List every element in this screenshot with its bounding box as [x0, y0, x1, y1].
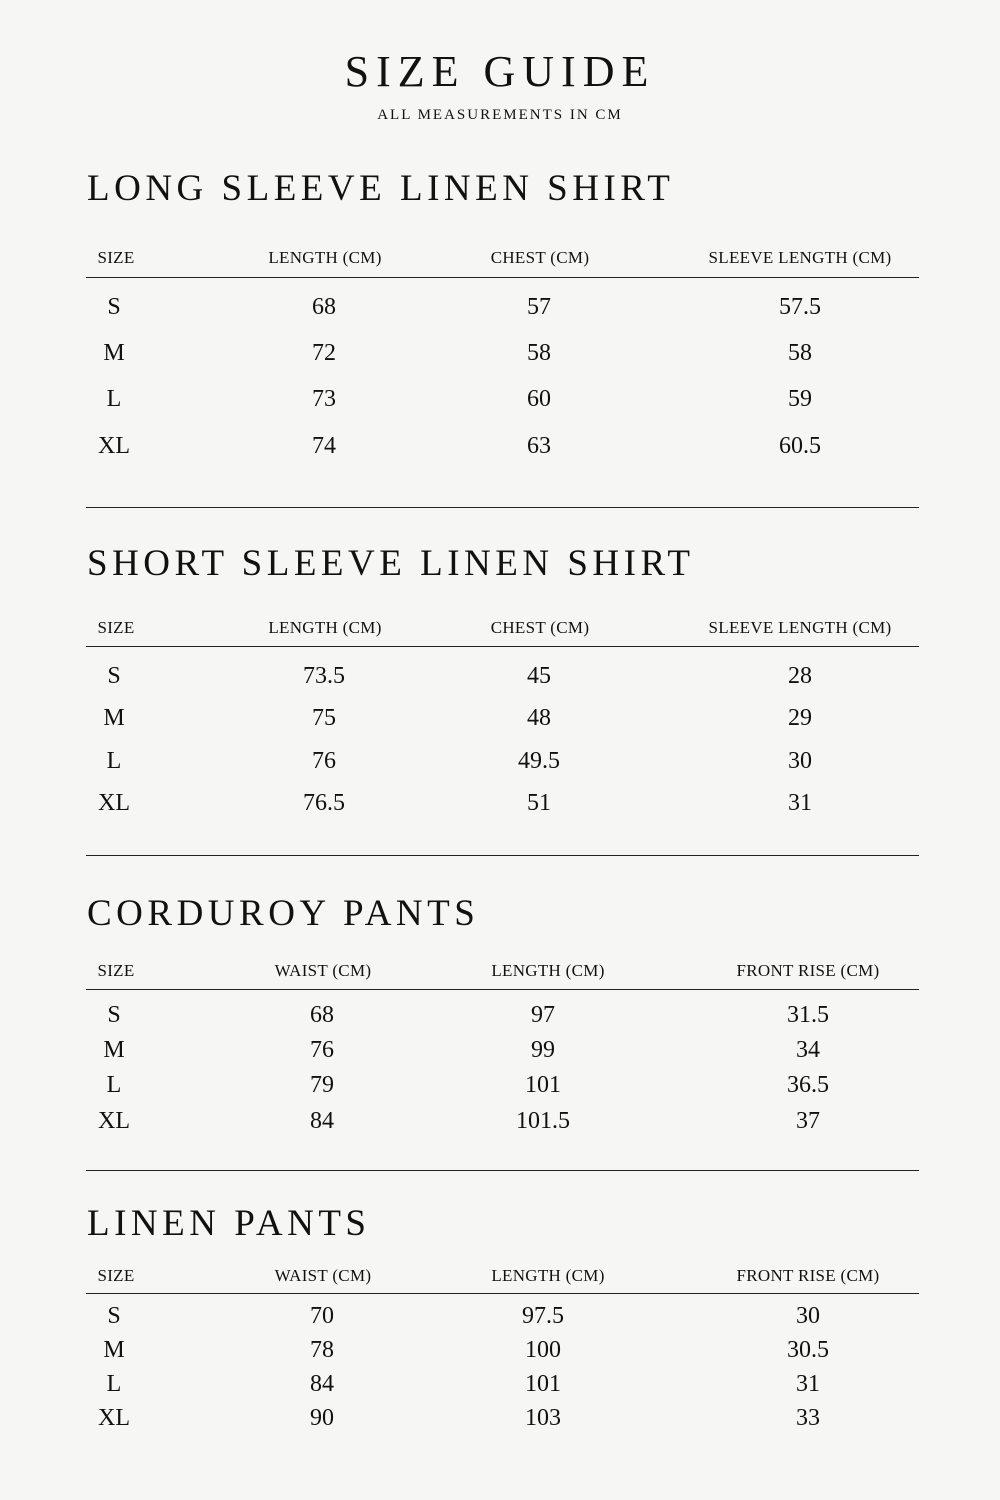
measurement-value: 99 [531, 1037, 555, 1063]
measurement-value: 36.5 [787, 1072, 829, 1098]
column-header: WAIST (CM) [274, 1266, 372, 1285]
table-header-row [86, 961, 919, 981]
size-label: XL [98, 1405, 130, 1431]
measurement-value: 103 [525, 1405, 561, 1431]
measurement-value: 76 [310, 1037, 334, 1063]
size-label: L [106, 748, 122, 774]
table-row [86, 293, 919, 321]
measurement-value: 72 [312, 340, 336, 366]
measurement-value: 30 [788, 748, 812, 774]
measurement-value: 60.5 [779, 433, 821, 459]
size-label: M [103, 1337, 125, 1363]
table-row [86, 704, 919, 732]
section-long-sleeve-linen-shirt [86, 168, 919, 459]
measurement-value: 48 [527, 705, 551, 731]
measurement-value: 31 [796, 1371, 820, 1397]
table-row [86, 1404, 919, 1432]
size-label: XL [98, 433, 130, 459]
measurement-value: 57.5 [779, 294, 821, 320]
measurement-value: 73.5 [303, 663, 345, 689]
table-row [86, 1036, 919, 1064]
section-title: LINEN PANTS [87, 1203, 371, 1244]
measurement-value: 79 [310, 1072, 334, 1098]
table-row [86, 339, 919, 367]
measurement-value: 60 [527, 386, 551, 412]
section-divider [86, 855, 919, 856]
page-subtitle: ALL MEASUREMENTS IN CM [377, 107, 623, 123]
section-title: SHORT SLEEVE LINEN SHIRT [87, 543, 695, 584]
column-header: SLEEVE LENGTH (CM) [708, 618, 892, 637]
table-row [86, 1071, 919, 1099]
size-label: L [106, 386, 122, 412]
measurement-value: 59 [788, 386, 812, 412]
measurement-value: 57 [527, 294, 551, 320]
section-title: CORDUROY PANTS [87, 893, 480, 934]
section-title: LONG SLEEVE LINEN SHIRT [87, 168, 675, 209]
size-label: M [103, 340, 125, 366]
column-header: LENGTH (CM) [491, 1266, 605, 1285]
measurement-value: 30.5 [787, 1337, 829, 1363]
table-row [86, 747, 919, 775]
measurement-value: 78 [310, 1337, 334, 1363]
measurement-value: 97.5 [522, 1303, 564, 1329]
measurement-value: 33 [796, 1405, 820, 1431]
measurement-value: 101 [525, 1371, 561, 1397]
table-row [86, 1336, 919, 1364]
measurement-value: 76 [312, 748, 336, 774]
table-header-row [86, 248, 919, 268]
size-label: XL [98, 790, 130, 816]
column-header: LENGTH (CM) [491, 961, 605, 980]
measurement-value: 101.5 [516, 1108, 570, 1134]
measurement-value: 97 [531, 1002, 555, 1028]
table-row [86, 1370, 919, 1398]
column-header: WAIST (CM) [274, 961, 372, 980]
size-label: L [106, 1371, 122, 1397]
measurement-value: 58 [527, 340, 551, 366]
size-label: S [107, 663, 121, 689]
measurement-value: 101 [525, 1072, 561, 1098]
section-divider [86, 507, 919, 508]
column-header: SIZE [97, 618, 135, 637]
column-header: SIZE [97, 961, 135, 980]
measurement-value: 28 [788, 663, 812, 689]
column-header: SIZE [97, 1266, 135, 1285]
size-label: M [103, 1037, 125, 1063]
measurement-value: 51 [527, 790, 551, 816]
measurement-value: 30 [796, 1303, 820, 1329]
size-label: S [107, 1002, 121, 1028]
table-row [86, 789, 919, 817]
measurement-value: 90 [310, 1405, 334, 1431]
measurement-value: 63 [527, 433, 551, 459]
table-row [86, 1302, 919, 1330]
size-label: XL [98, 1108, 130, 1134]
column-header: LENGTH (CM) [268, 618, 382, 637]
measurement-value: 49.5 [518, 748, 560, 774]
column-header: CHEST (CM) [490, 248, 590, 267]
measurement-value: 45 [527, 663, 551, 689]
measurement-value: 70 [310, 1303, 334, 1329]
measurement-value: 84 [310, 1371, 334, 1397]
measurement-value: 100 [525, 1337, 561, 1363]
header-divider [86, 277, 919, 278]
section-short-sleeve-linen-shirt [86, 543, 919, 816]
table-row [86, 432, 919, 460]
measurement-value: 29 [788, 705, 812, 731]
column-header: SIZE [97, 248, 135, 267]
size-label: L [106, 1072, 122, 1098]
measurement-value: 73 [312, 386, 336, 412]
measurement-value: 76.5 [303, 790, 345, 816]
table-row [86, 662, 919, 690]
measurement-value: 68 [310, 1002, 334, 1028]
measurement-value: 74 [312, 433, 336, 459]
column-header: FRONT RISE (CM) [736, 1266, 880, 1285]
measurement-value: 84 [310, 1108, 334, 1134]
measurement-value: 75 [312, 705, 336, 731]
section-linen-pants [86, 1203, 919, 1431]
measurement-value: 31.5 [787, 1002, 829, 1028]
header-divider [86, 646, 919, 647]
size-label: M [103, 705, 125, 731]
header-divider [86, 989, 919, 990]
table-header-row [86, 618, 919, 638]
measurement-value: 68 [312, 294, 336, 320]
column-header: FRONT RISE (CM) [736, 961, 880, 980]
column-header: LENGTH (CM) [268, 248, 382, 267]
table-row [86, 1107, 919, 1135]
section-corduroy-pants [86, 893, 919, 1134]
size-label: S [107, 294, 121, 320]
table-row [86, 385, 919, 413]
table-row [86, 1001, 919, 1029]
page-title: SIZE GUIDE [344, 47, 656, 96]
section-divider [86, 1170, 919, 1171]
measurement-value: 31 [788, 790, 812, 816]
column-header: CHEST (CM) [490, 618, 590, 637]
column-header: SLEEVE LENGTH (CM) [708, 248, 892, 267]
measurement-value: 58 [788, 340, 812, 366]
table-header-row [86, 1266, 919, 1286]
measurement-value: 34 [796, 1037, 820, 1063]
size-label: S [107, 1303, 121, 1329]
header-divider [86, 1293, 919, 1294]
measurement-value: 37 [796, 1108, 820, 1134]
